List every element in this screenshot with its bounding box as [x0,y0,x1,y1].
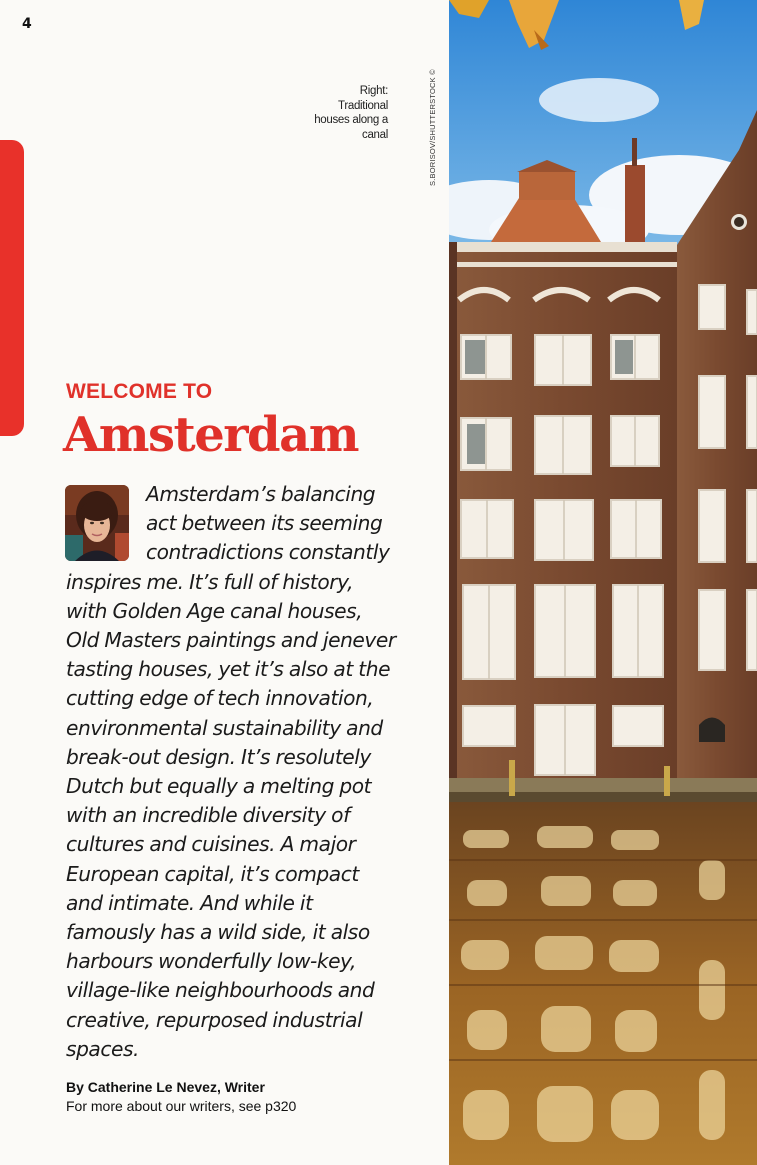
photo-caption [298,84,388,142]
intro-paragraph [66,480,398,1064]
photo-credit: S.BORISOV/SHUTTERSTOCK © [428,69,437,186]
page-number: 4 [22,16,32,32]
canal-houses-photo [449,0,757,1165]
welcome-kicker: WELCOME TO [66,380,213,403]
caption-line: Right: [359,85,388,97]
page-title: Amsterdam [63,407,359,463]
caption-line: Traditional [338,99,388,112]
intro-text: Amsterdam’s balancing act between its seeming contradictions constantly inspires me. It’s full of history, with Golden Age canal houses, Old Masters paintings and jenever tasting houses, yet it’s also at the cutting edge of tech innovation, environmental sustainability and break-out design. It’s resolutely Dutch but equally a melting pot with an incredible diversity of cultures and cuisines. A major European capital, it’s compact and intimate. And while it famously has a wild side, it also harbours wonderfully low-key, village-like neighbourhoods and creative, repurposed industrial spaces. [66,482,396,1061]
caption-line: canal [362,128,388,141]
canal-houses-image [449,0,757,1165]
writers-note: For more about our writers, see p320 [66,1098,297,1114]
author-byline: By Catherine Le Nevez, Writer [66,1079,265,1095]
caption-line: houses along a [314,114,388,126]
section-tab [0,140,24,436]
